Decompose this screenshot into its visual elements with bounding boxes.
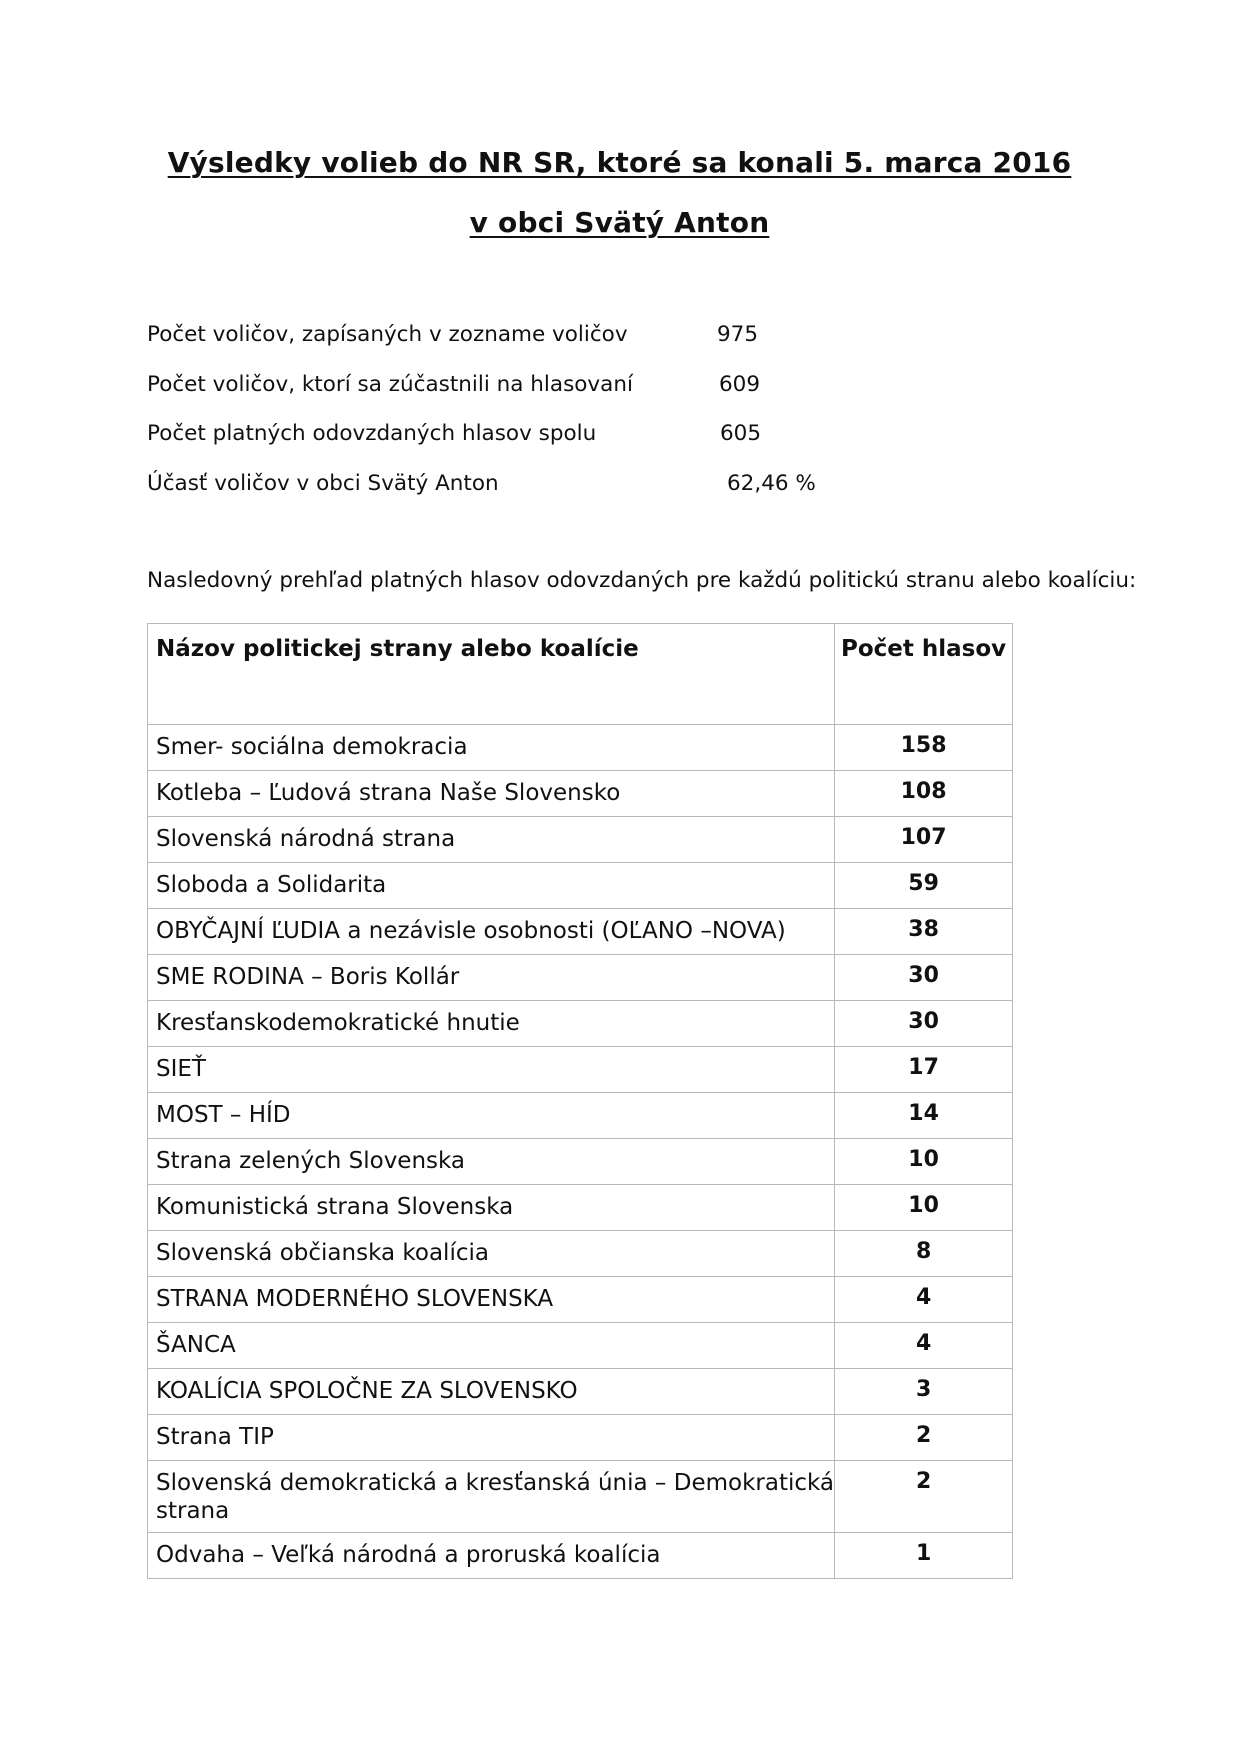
intro-text: Nasledovný prehľad platných hlasov odovzdaných pre každú politickú stranu alebo koalíciu: — [147, 568, 1137, 593]
table-row — [148, 1093, 1013, 1139]
table-row — [148, 817, 1013, 863]
table-row — [148, 725, 1013, 771]
vote-count-cell: 3 — [835, 1369, 1013, 1415]
stat-label: Účasť voličov v obci Svätý Anton — [147, 471, 499, 496]
party-name-cell: Slovenská demokratická a kresťanská únia – Demokratická strana — [148, 1461, 835, 1533]
vote-count-cell: 4 — [835, 1323, 1013, 1369]
vote-count-cell: 2 — [835, 1461, 1013, 1533]
party-name-cell: KOALÍCIA SPOLOČNE ZA SLOVENSKO — [148, 1369, 835, 1415]
party-name-cell: SIEŤ — [148, 1047, 835, 1093]
table-row — [148, 1461, 1013, 1533]
table-row — [148, 1369, 1013, 1415]
vote-count-cell: 30 — [835, 955, 1013, 1001]
stat-label: Počet voličov, zapísaných v zozname voličov — [147, 322, 628, 347]
table-row — [148, 1231, 1013, 1277]
party-name-cell: Slovenská občianska koalícia — [148, 1231, 835, 1277]
party-name-cell: Kresťanskodemokratické hnutie — [148, 1001, 835, 1047]
table-header-row — [148, 624, 1013, 725]
party-name-cell: Slovenská národná strana — [148, 817, 835, 863]
stat-participating-voters — [147, 370, 847, 400]
document-subtitle: v obci Svätý Anton — [469, 206, 770, 239]
vote-count-cell: 59 — [835, 863, 1013, 909]
vote-count-cell: 1 — [835, 1533, 1013, 1579]
party-name-cell: Strana TIP — [148, 1415, 835, 1461]
vote-count-cell: 158 — [835, 725, 1013, 771]
table-row — [148, 1001, 1013, 1047]
vote-count-cell: 8 — [835, 1231, 1013, 1277]
vote-count-cell: 2 — [835, 1415, 1013, 1461]
table-row — [148, 1047, 1013, 1093]
party-name-cell: Kotleba – Ľudová strana Naše Slovensko — [148, 771, 835, 817]
stat-value: 605 — [720, 421, 762, 446]
vote-count-cell: 108 — [835, 771, 1013, 817]
results-table — [147, 623, 1013, 1579]
vote-count-cell: 17 — [835, 1047, 1013, 1093]
table-row — [148, 771, 1013, 817]
table-row — [148, 1323, 1013, 1369]
stat-registered-voters — [147, 320, 847, 350]
stat-value: 975 — [717, 322, 759, 347]
table-row — [148, 1139, 1013, 1185]
table-row — [148, 1277, 1013, 1323]
votes-column-header: Počet hlasov — [835, 624, 1013, 725]
stat-valid-votes — [147, 419, 847, 449]
stat-label: Počet voličov, ktorí sa zúčastnili na hlasovaní — [147, 372, 633, 397]
vote-count-cell: 38 — [835, 909, 1013, 955]
table-row — [148, 1415, 1013, 1461]
party-name-cell: ŠANCA — [148, 1323, 835, 1369]
table-row — [148, 863, 1013, 909]
stat-label: Počet platných odovzdaných hlasov spolu — [147, 421, 597, 446]
party-name-cell: Strana zelených Slovenska — [148, 1139, 835, 1185]
table-row — [148, 909, 1013, 955]
vote-count-cell: 14 — [835, 1093, 1013, 1139]
table-row — [148, 955, 1013, 1001]
party-name-cell: Komunistická strana Slovenska — [148, 1185, 835, 1231]
document-title: Výsledky volieb do NR SR, ktoré sa konali 5. marca 2016 — [167, 146, 1072, 179]
table-row — [148, 1185, 1013, 1231]
vote-count-cell: 4 — [835, 1277, 1013, 1323]
results-body — [148, 725, 1013, 1579]
party-column-header: Názov politickej strany alebo koalície — [148, 624, 835, 725]
party-name-cell: MOST – HÍD — [148, 1093, 835, 1139]
party-name-cell: STRANA MODERNÉHO SLOVENSKA — [148, 1277, 835, 1323]
stat-value: 62,46 % — [727, 471, 816, 496]
party-name-cell: SME RODINA – Boris Kollár — [148, 955, 835, 1001]
vote-count-cell: 10 — [835, 1185, 1013, 1231]
vote-count-cell: 10 — [835, 1139, 1013, 1185]
party-name-cell: Smer- sociálna demokracia — [148, 725, 835, 771]
vote-count-cell: 30 — [835, 1001, 1013, 1047]
party-name-cell: OBYČAJNÍ ĽUDIA a nezávisle osobnosti (OĽANO –NOVA) — [148, 909, 835, 955]
party-name-cell: Sloboda a Solidarita — [148, 863, 835, 909]
table-row — [148, 1533, 1013, 1579]
stat-value: 609 — [719, 372, 761, 397]
vote-count-cell: 107 — [835, 817, 1013, 863]
stat-turnout — [147, 469, 847, 499]
party-name-cell: Odvaha – Veľká národná a proruská koalícia — [148, 1533, 835, 1579]
